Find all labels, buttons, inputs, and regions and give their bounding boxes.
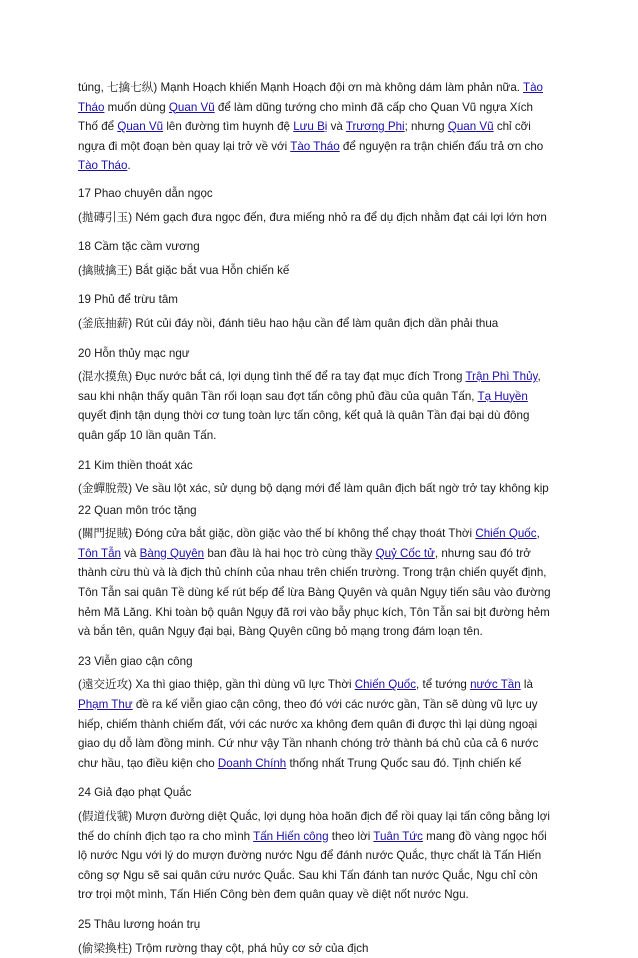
wiki-link[interactable]: Tạ Huyền [477,389,528,403]
wiki-link[interactable]: Chiến Quốc [475,527,537,541]
paragraph [78,807,552,905]
paragraph [78,479,552,499]
text-run: 23 Viễn giao cận công [78,654,193,668]
wiki-link[interactable]: Tào Tháo [78,81,543,114]
text-run: và [120,546,140,560]
text-run: để nguyện ra trận chiến đấu trả ơn cho [339,139,544,153]
text-run: đề ra kế viễn giao cận công, theo đó với các nước gần, Tần sẽ dùng vũ lực uy hiếp, chiếm thành chiếm đất, với các nước xa không đem quân đi được thì lại dùng ngoại giao dụ dỗ làm đồng minh. Cứ như vậy Tần nhanh chóng trở thành bá chủ của cả 6 nước chư hầu, tạo điều kiện cho [78,698,539,770]
paragraph [78,208,552,228]
text-run: (拋磚引玉) Ném gạch đưa ngọc đến, đưa miếng nhỏ ra để dụ địch nhằm đạt cái lợi lớn hơn [78,210,547,224]
text-run: (偷梁換柱) Trộm rường thay cột, phá hủy cơ sở của địch [78,941,369,955]
text-run: 24 Giả đạo phạt Quắc [78,786,192,800]
text-run: để làm dũng tướng cho mình đã cấp cho Quan Vũ ngựa Xích Thố để [78,100,533,134]
wiki-link[interactable]: Doanh Chính [217,756,287,770]
paragraph [78,367,552,445]
wiki-link[interactable]: Chiến Quốc [354,678,417,692]
text-run: ; nhưng [404,120,448,134]
text-run: túng, 七擒七纵) Mạnh Hoạch khiến Mạnh Hoạch đội ơn mà không dám làm phản nữa. [78,81,523,94]
text-run: (釜底抽薪) Rút củi đáy nồi, đánh tiêu hao hậu cần để làm quân địch dần phải thua [78,316,499,330]
section-heading [78,652,552,672]
text-run: 22 Quan môn tróc tặng [78,503,197,517]
text-run: . [127,159,131,173]
wiki-link[interactable]: Tôn Tẫn [78,546,121,560]
wiki-link[interactable]: Phạm Thư [78,698,133,712]
text-run: , sau khi nhận thấy quân Tần rối loạn sau đợt tấn công phủ đầu của quân Tấn, [78,370,541,403]
text-run: theo lời [328,829,374,843]
text-run: 21 Kim thiền thoát xác [78,458,193,472]
wiki-link[interactable]: Lưu Bị [293,120,328,134]
wiki-link[interactable]: Tuân Tức [373,829,423,843]
paragraph [78,78,552,176]
section-heading [78,456,552,476]
text-run: lên đường tìm huynh đệ [163,120,294,134]
wiki-link[interactable]: nước Tần [470,678,521,692]
section-heading [78,783,552,803]
wiki-link[interactable]: Tào Tháo [290,139,340,153]
text-run: muốn dùng [104,100,169,114]
text-run: (擒賊擒王) Bắt giặc bắt vua Hỗn chiến kế [78,263,290,277]
text-run: (遠交近攻) Xa thì giao thiệp, gần thì dùng vũ lực Thời [78,678,355,692]
text-run: 18 Cầm tặc cầm vương [78,240,200,254]
paragraph [78,314,552,334]
section-heading [78,344,552,364]
text-run: (關門捉賊) Đóng cửa bắt giặc, dồn giặc vào thế bí không thể chạy thoát Thời [78,527,476,541]
text-run: thống nhất Trung Quốc sau đó. Tịnh chiến kế [286,756,522,770]
text-run: 17 Phao chuyên dẫn ngọc [78,186,213,200]
wiki-link[interactable]: Quan Vũ [447,120,494,134]
text-run: (金蟬脫殼) Ve sầu lột xác, sử dụng bộ dạng mới để làm quân địch bất ngờ trở tay không kịp [78,482,549,496]
paragraph [78,524,552,642]
wiki-link[interactable]: Tào Tháo [78,159,128,173]
wiki-link[interactable]: Quỷ Cốc tử [375,546,435,560]
wiki-link[interactable]: Quan Vũ [117,120,164,134]
text-run: quyết định tận dụng thời cơ tung toàn lực tấn công, kết quả là quân Tần đại bại dù đông quân gấp 10 lần quân Tấn. [78,409,530,442]
wiki-link[interactable]: Trương Phi [345,120,405,134]
text-run: , tể tướng [416,678,471,692]
text-run: mang đồ vàng ngọc hối lộ nước Ngu với lý do mượn đường nước Ngu để đánh nước Quắc, thực chất là Tấn Hiến công sợ Ngu sẽ sai quân cứu nước Quắc. Sau khi Tấn đánh tan nước Quắc, Ngu chỉ còn trơ trọi một mình, Tấn Hiến Công bèn đem quân quay về diệt nốt nước Ngu. [78,829,547,902]
section-heading [78,237,552,257]
wiki-link[interactable]: Bàng Quyên [139,546,205,560]
text-run: ban đầu là hai học trò cùng thầy [204,546,376,560]
text-run: là [520,678,533,692]
section-heading [78,290,552,310]
paragraph [78,675,552,773]
section-heading [78,915,552,935]
paragraph [78,939,552,958]
section-heading [78,184,552,204]
text-run: (混水摸魚) Đục nước bắt cá, lợi dụng tình thế để ra tay đạt mục đích Trong [78,370,466,384]
text-run: 20 Hỗn thủy mạc ngư [78,346,190,360]
wiki-link[interactable]: Trận Phì Thủy [465,370,538,384]
text-run: , [536,527,540,541]
text-run: 19 Phủ để trừu tâm [78,293,178,307]
text-run: và [327,120,346,134]
wiki-link[interactable]: Tấn Hiến công [253,829,329,843]
text-run: chỉ cỡi ngựa đi một đoạn bèn quay lại trở về với [78,120,531,153]
section-heading [78,501,552,521]
paragraph [78,261,552,281]
text-run: 25 Thâu lương hoán trụ [78,917,201,931]
wiki-link[interactable]: Quan Vũ [168,100,215,114]
text-run: , nhưng sau đó trở thành cừu thù và là địch thủ chính của nhau trên chiến trường. Trong trận chiến quyết định, Tôn Tẫn sai quân Tề dùng kế rút bếp để lừa Bàng Quyên và quân Ngụy tiến sâu vào đường hẻm Mã Lăng. Khi toàn bộ quân Ngụy đã rơi vào bẫy phục kích, Tôn Tẫn sai bịt đường hẻm và bắn tên, quân Ngụy đại bại, Bàng Quyên cũng bỏ mạng trong đám loạn tên. [78,546,551,639]
text-run: (假道伐虢) Mượn đường diệt Quắc, lợi dụng hòa hoãn địch để rồi quay lại tấn công bằng lợi thế do chính địch tạo ra cho mình [78,810,550,843]
